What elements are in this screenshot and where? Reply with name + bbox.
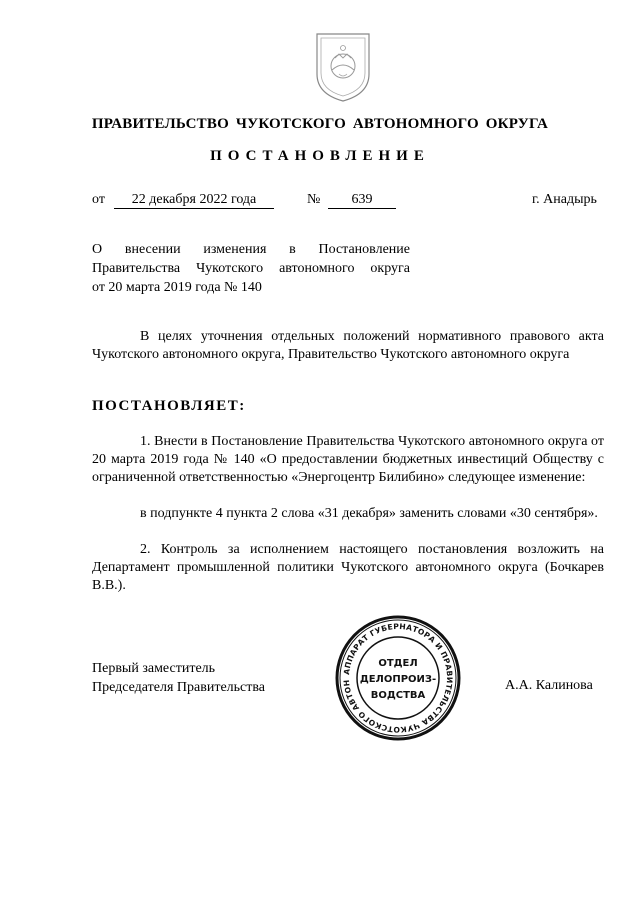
preamble-paragraph xyxy=(92,328,604,364)
official-stamp xyxy=(334,614,462,742)
subject-line: от 20 марта 2019 года № 140 xyxy=(92,280,262,295)
document-type-title: ПОСТАНОВЛЕНИЕ xyxy=(210,148,430,164)
government-title: ПРАВИТЕЛЬСТВО ЧУКОТСКОГО АВТОНОМНОГО ОКРУГА xyxy=(91,116,549,132)
stamp-seal-icon xyxy=(334,614,462,742)
preamble-text: В целях уточнения отдельных положений нормативного правового акта Чукотского автономного округа, Правительство Чукотского автономного округа xyxy=(92,329,604,362)
signatory-name: А.А. Калинова xyxy=(505,678,593,693)
number-prefix: № xyxy=(307,192,321,207)
document-number: 639 xyxy=(328,192,396,209)
coat-of-arms-emblem xyxy=(313,30,373,104)
item-1-text: 1. Внести в Постановление Правительства Чукотского автономного округа от 20 марта 2019 года № 140 «О предоставлении бюджетных инвестиций Обществу с ограниченной ответственностью «Энергоцентр Билибино» следующее изменение: xyxy=(92,434,604,485)
stamp-ring-text: АППАРАТ ГУБЕРНАТОРА И ПРАВИТЕЛЬСТВА ЧУКОТСКОГО АВТОН xyxy=(341,621,455,735)
position-line: Председателя Правительства xyxy=(92,680,266,695)
document-subject xyxy=(92,240,410,297)
document-place: г. Анадырь xyxy=(532,192,597,207)
item-2-paragraph xyxy=(92,541,604,595)
item-1-paragraph xyxy=(92,433,604,487)
subject-line: Правительства Чукотского автономного округа xyxy=(92,261,410,276)
stamp-line: ОТДЕЛ xyxy=(378,658,418,669)
position-line: Первый заместитель xyxy=(92,661,216,676)
stamp-line: ДЕЛОПРОИЗ- xyxy=(359,674,437,685)
item-1-sub-text: в подпункте 4 пункта 2 слова «31 декабря» заменить словами «30 сентября». xyxy=(140,506,598,521)
item-1-subparagraph xyxy=(92,505,604,523)
resolves-heading: ПОСТАНОВЛЯЕТ: xyxy=(92,398,246,414)
document-date: 22 декабря 2022 года xyxy=(114,192,274,209)
signatory-position xyxy=(92,659,265,697)
stamp-line: ВОДСТВА xyxy=(370,690,426,701)
date-prefix: от xyxy=(92,192,105,207)
item-2-text: 2. Контроль за исполнением настоящего постановления возложить на Департамент промышленной политики Чукотского автономного округа (Бочкарев В.В.). xyxy=(92,542,604,593)
subject-line: О внесении изменения в Постановление xyxy=(92,242,410,257)
chukotka-coat-of-arms-icon xyxy=(313,30,373,104)
